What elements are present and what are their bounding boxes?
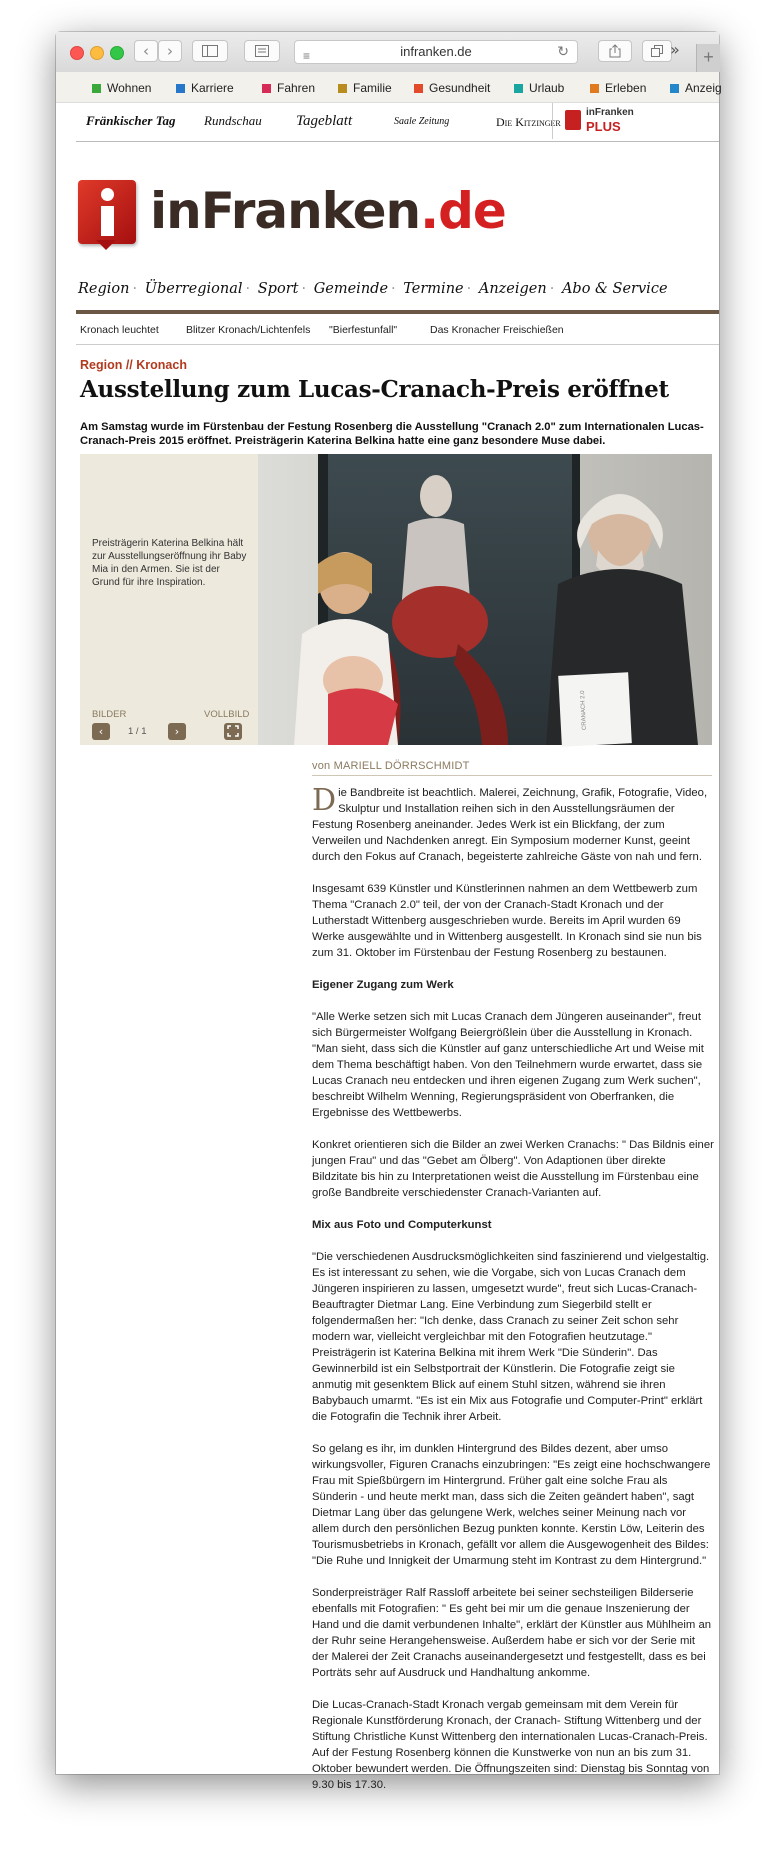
reader-button[interactable] (244, 40, 280, 62)
article-teaser: Am Samstag wurde im Fürstenbau der Festung Rosenberg die Ausstellung "Cranach 2.0" zum Internationalen Lucas-Cranach-Preis 2015 eröffnet. Preisträgerin Katerina Belkina hatte eine ganz besondere Muse dabei. (80, 421, 704, 447)
logo-icon-tail (96, 240, 116, 250)
article-paragraph: "Alle Werke setzen sich mit Lucas Cranach dem Jüngeren auseinander", freut sich Bürgermeister Wolfgang Beiergrößlein über die Ausstellung in Kronach. "Man sieht, dass sich die Künstler auf ganz unterschiedliche Art und Weise mit dem Thema beschäftigt haben. Von den Teilnehmern wurde erwartet, dass sie Lucas Cranach neu entdecken und ihren eigenen Zugang zum Werk suchen", beschreibt Wilhelm Wenning, Regierungspräsident von Oberfranken, die Ergebnisse des Wettbewerbs. (312, 1011, 704, 1119)
tabs-button[interactable] (642, 40, 672, 62)
category-color-square (92, 84, 101, 93)
paragraph-text: Preisträgerin ist Katerina Belkina mit ihrem Werk "Die Sünderin". Das Gewinnerbild ist ein Selbstportrait der Künstlerin. Die Fotografie zeigt sie anmutig mit gesenktem Blick auf einem Stuhl sitzen, während sie ihren Babybauch umarmt. "Es ist ein Mix aus Fotografie und Computer-Print" erklärt die Fotografin die Technik ihrer Arbeit. (312, 1347, 703, 1423)
newspaper-saale-zeitung[interactable]: Saale Zeitung (394, 116, 450, 127)
logo-tld-text: .de (420, 182, 506, 240)
category-color-square (590, 84, 599, 93)
category-color-square (514, 84, 523, 93)
nav-item-abo-service[interactable]: Abo & Service (561, 281, 668, 297)
address-bar[interactable] (294, 40, 578, 64)
nav-separator: · (245, 281, 251, 297)
infranken-plus-icon (565, 110, 581, 130)
article-headline: Ausstellung zum Lucas-Cranach-Preis eröffnet (80, 376, 669, 403)
gallery-next-button[interactable] (168, 723, 186, 740)
chevron-left-icon: ‹ (98, 725, 104, 738)
newspaper-fraenkischer-tag[interactable]: Fränkischer Tag (86, 113, 176, 128)
nav-separator: · (301, 281, 307, 297)
article-subheading: Mix aus Foto und Computerkunst (312, 1219, 492, 1231)
nav-separator: · (549, 281, 555, 297)
category-label: Gesundheit (429, 81, 491, 95)
share-icon (609, 44, 621, 58)
subnav-item[interactable]: "Bierfestunfall" (329, 324, 398, 336)
logo-icon (78, 180, 136, 244)
minimize-window-button[interactable] (90, 46, 104, 60)
category-color-square (338, 84, 347, 93)
chevron-left-icon: ‹ (143, 42, 149, 60)
topic-subnav (76, 314, 719, 345)
paragraph-text: ie Bandbreite ist beachtlich. Malerei, Zeichnung, Grafik, Fotografie, Video, Skulptur und Installation reihen sich in den Ausstellungsräumen der Festung Rosenberg aneinander. Jedes Werk ist ein Blickfang, der zum Verweilen und Nachdenken anregt. Ein Symposium moderner Kunst, geeint durch den Fokus auf Cranach, begeisterte zahlreiche Gäste von nah und fern. (312, 787, 708, 863)
url-text: infranken.de (400, 44, 472, 59)
nav-item-region[interactable]: Region (78, 281, 130, 297)
category-label: Urlaub (529, 81, 565, 95)
plus-badge-line1: inFranken (586, 107, 634, 118)
category-label: Wohnen (107, 81, 152, 95)
article-byline: von MARIELL DÖRRSCHMIDT (312, 760, 712, 776)
nav-separator: · (132, 281, 138, 297)
article-subheading: Eigener Zugang zum Werk (312, 979, 454, 991)
close-window-button[interactable] (70, 46, 84, 60)
logo-main-text: inFranken (150, 182, 421, 240)
nav-item-termine[interactable]: Termine (403, 281, 464, 297)
chevron-right-icon: › (174, 725, 180, 738)
gallery-fullscreen-button[interactable] (224, 723, 242, 740)
fullscreen-icon (228, 726, 238, 736)
subnav-item[interactable]: Das Kronacher Freischießen (430, 324, 564, 336)
subnav-item[interactable]: Kronach leuchtet (80, 324, 159, 336)
category-label: Erleben (605, 81, 647, 95)
logo-wordmark (150, 182, 506, 240)
breadcrumb[interactable]: Region // Kronach (80, 358, 187, 372)
browser-window (56, 32, 722, 1791)
share-button[interactable] (598, 40, 632, 62)
category-urlaub[interactable] (514, 81, 564, 95)
category-gesundheit[interactable] (414, 81, 490, 95)
forward-button[interactable] (158, 40, 182, 62)
category-erleben[interactable] (590, 81, 646, 95)
category-anzeigen[interactable] (670, 81, 722, 95)
gallery-images-label: BILDER (92, 709, 127, 720)
category-color-square (176, 84, 185, 93)
gallery-counter: 1 / 1 (128, 726, 147, 737)
tabs-icon (651, 45, 663, 57)
article-paragraph: Sonderpreisträger Ralf Rassloff arbeitete bei seiner sechsteiligen Bilderserie ebenfalls mit Fotografien: " Es geht bei mir um die genaue Inszenierung der Hand und die damit verbundenen Inhalte", erklärt der Künstler aus Mühlheim an der Ruhr seine Herangehensweise. Außerdem habe er sich vor der Serie mit der Malerei der Zeit Cranachs auseinandergesetzt und festgestellt, dass es bei Porträts sehr auf Ausdruck und Handhaltung ankomme. (312, 1587, 712, 1679)
gallery-caption: Preisträgerin Katerina Belkina hält zur Ausstellungseröffnung ihr Baby Mia in den Armen. Sie ist der Grund für ihre Inspiration. (92, 538, 247, 588)
category-color-square (670, 84, 679, 93)
category-label: Anzeig (685, 81, 722, 95)
exhibition-photo (258, 454, 712, 745)
more-chevron-icon[interactable]: » (670, 40, 680, 59)
page-content (56, 72, 722, 1791)
paragraph-text: "Die verschiedenen Ausdrucksmöglichkeiten sind faszinierend und vielgestaltig. Es ist interessant zu sehen, wie die Vorgabe, sich von Lucas Cranach dem Jüngeren inspirieren zu lassen, umgesetzt wurde", freut sich Lucas-Cranach-Beauftragter Dietmar Lang. Eine Verbindung zum Siegerbild stellt er folgendermaßen her: "Ich denke, dass Cranach zu seiner Zeit schon sehr modern war, vielleicht vergleichbar mit den Fotografien heutzutage." (312, 1251, 710, 1343)
article-paragraph: Konkret orientieren sich die Bilder an zwei Werken Cranachs: " Das Bildnis einer jungen Frau" und das "Gebet am Ölberg". Von Adaptionen über direkte Bildzitate bis hin zu Interpretationen weist die Ausstellung im Fürstenbau eine große Bandbreite verschiedenster Cranach-Varianten auf. (312, 1139, 714, 1199)
new-tab-button[interactable]: + (696, 44, 720, 72)
reload-icon[interactable]: ↻ (557, 44, 569, 60)
newspaper-tageblatt[interactable]: Tageblatt (296, 113, 353, 129)
category-color-square (262, 84, 271, 93)
newspaper-die-kitzinger[interactable]: Die Kitzinger (496, 115, 561, 129)
nav-separator: · (391, 281, 396, 297)
category-familie[interactable] (338, 81, 392, 95)
article-body (312, 785, 714, 1809)
nav-item-sport[interactable]: Sport (257, 281, 299, 297)
newspaper-rundschau[interactable]: Rundschau (204, 113, 262, 128)
category-color-square (414, 84, 423, 93)
sidebar-button[interactable] (192, 40, 228, 62)
newspaper-bar (76, 103, 719, 142)
menu-lines-icon: ≡ (303, 49, 311, 63)
category-label: Fahren (277, 81, 316, 95)
subnav-item[interactable]: Blitzer Kronach/Lichtenfels (186, 324, 311, 336)
article-paragraph (312, 785, 714, 865)
article-paragraph: So gelang es ihr, im dunklen Hintergrund des Bildes dezent, aber umso wirkungsvoller, Figuren Cranachs einzubringen: "Es zeigt eine hochschwangere Frau mit Spießbürgern im Hintergrund. Früher galt eine solche Frau als Sünderin - und heute merkt man, dass sich die Zeiten geändert haben", sagt Dietmar Lang über das gelungene Werk, welches seiner Meinung nach vor allem durch den persönlichen Bezug punkten konnte. Kerstin Löw, Leiterin des Tourismusbetriebs in Kronach, gefällt vor allem die Ausgewogenheit des Bildes: "Die Ruhe und Innigkeit der Umarmung steht im Kontrast zu dem Hintergrund." (312, 1443, 711, 1567)
nav-item-ueberregional[interactable]: Überregional (144, 281, 243, 297)
plus-badge-line2: PLUS (586, 119, 621, 134)
nav-item-anzeigen[interactable]: Anzeigen (478, 281, 547, 297)
article-paragraph: Insgesamt 639 Künstler und Künstlerinnen nahmen an dem Wettbewerb zum Thema "Cranach 2.0" teil, der von der Cranach-Stadt Kronach und der Lutherstadt Wittenberg ausgeschrieben wurde. Bereits im April wurden 69 Werke ausgewählte und in Wittenberg ausgestellt. In Kronach sind sie nun bis zum 31. Oktober im Fürstenbau der Festung Rosenberg zu bestaunen. (312, 883, 702, 959)
article-photo[interactable] (258, 454, 712, 745)
image-gallery (80, 454, 712, 745)
category-wohnen[interactable] (92, 81, 151, 95)
category-label: Karriere (191, 81, 234, 95)
reader-icon (255, 45, 269, 57)
back-button[interactable] (134, 40, 158, 62)
article-paragraph: Die Lucas-Cranach-Stadt Kronach vergab gemeinsam mit dem Verein für Regionale Kunstförderung Kronach, der Cranach- Stiftung Wittenberg und der Stiftung Christliche Kunst Wittenberg den internationalen Lucas-Cranach-Preis. Auf der Festung Rosenberg können die Kunstwerke von nun an bis zum 31. Oktober bewundert werden. Die Öffnungszeiten sind: Dienstag bis Sonntag von 9.30 bis 17.30. (312, 1699, 710, 1791)
infranken-plus-link[interactable] (552, 103, 720, 139)
category-karriere[interactable] (176, 81, 234, 95)
drop-cap: D (312, 783, 337, 818)
nav-separator: · (466, 281, 472, 297)
sidebar-icon (202, 45, 218, 57)
category-label: Familie (353, 81, 392, 95)
nav-item-gemeinde[interactable]: Gemeinde (313, 281, 389, 297)
brochure-text: CRANACH 2.0 (579, 690, 588, 731)
article-paragraph (312, 1249, 714, 1425)
gallery-prev-button[interactable] (92, 723, 110, 740)
category-fahren[interactable] (262, 81, 315, 95)
gallery-fullscreen-label: VOLLBILD (204, 709, 250, 720)
chevron-right-icon: › (167, 42, 173, 60)
category-bar (56, 72, 722, 103)
zoom-window-button[interactable] (110, 46, 124, 60)
site-logo[interactable] (78, 180, 518, 270)
main-navigation (78, 281, 719, 307)
browser-toolbar (56, 32, 719, 73)
